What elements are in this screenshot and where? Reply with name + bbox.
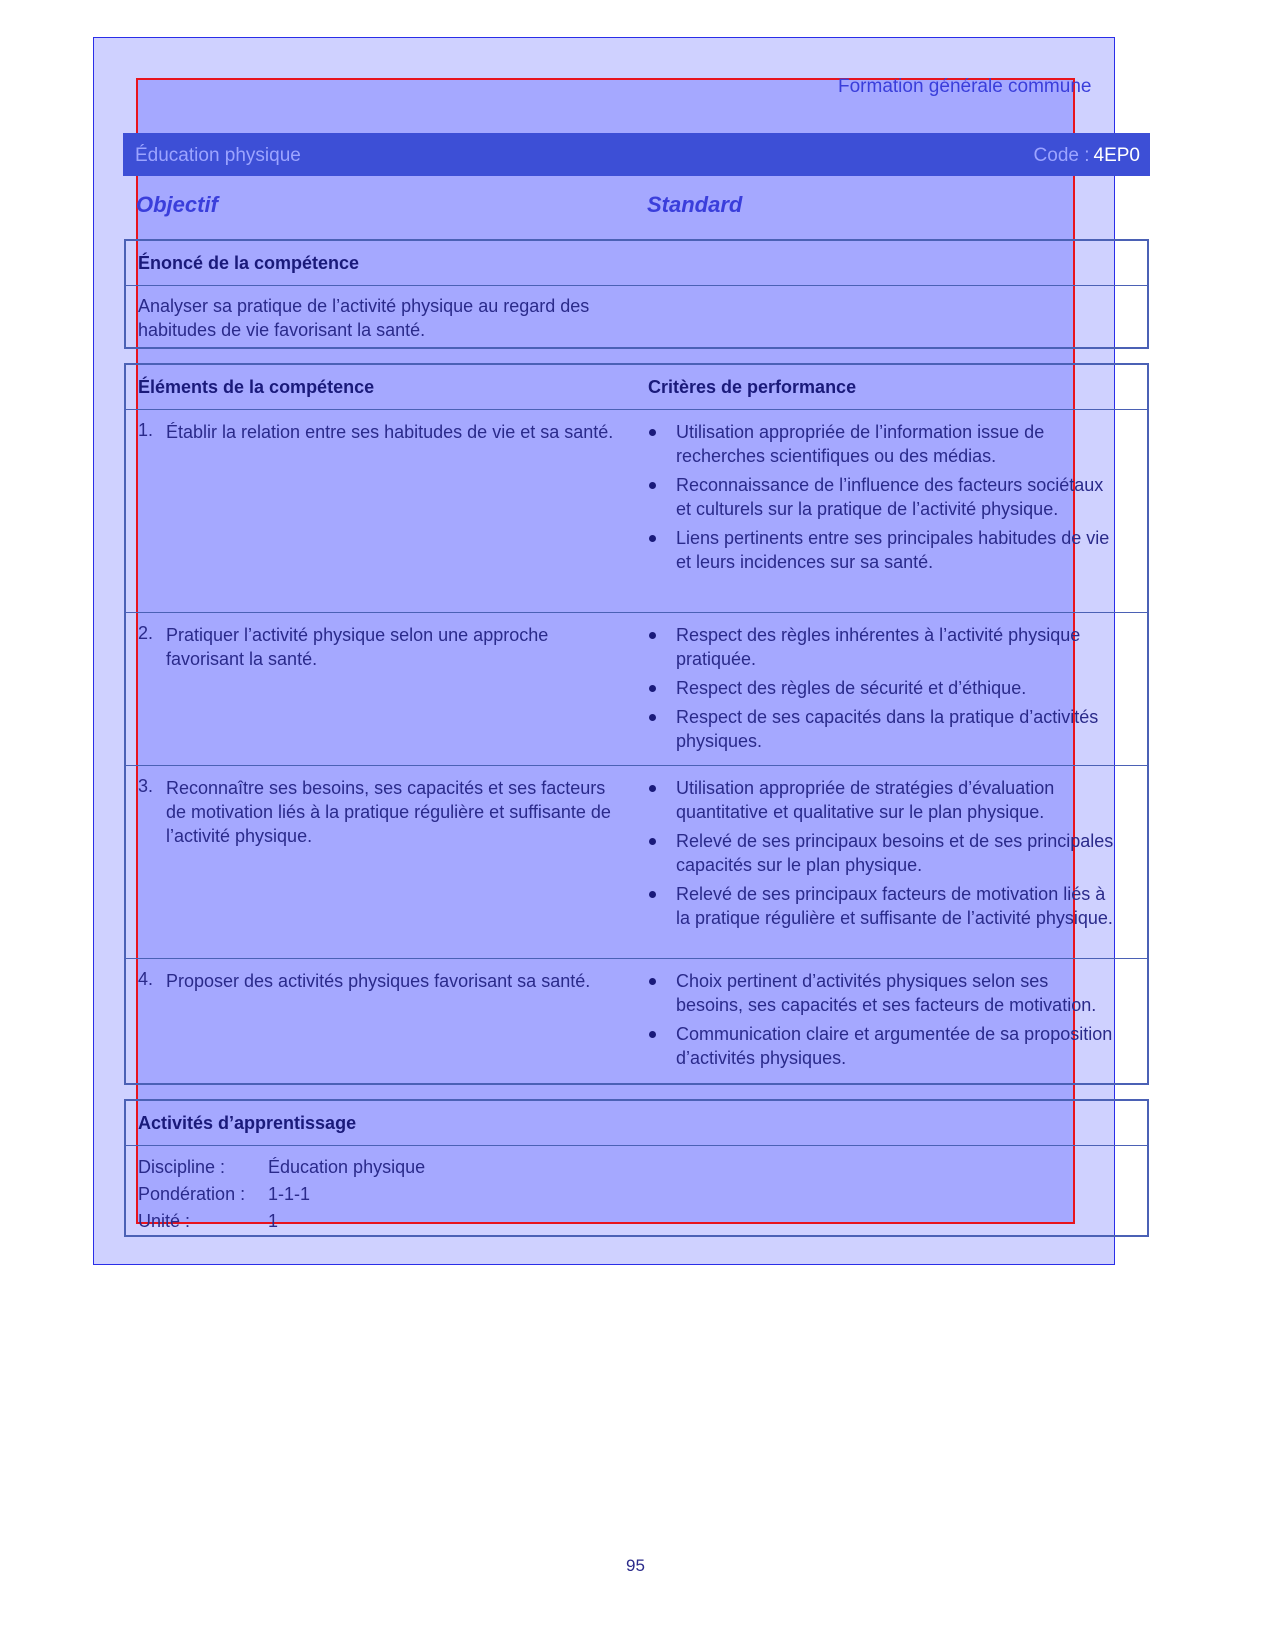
unit-value: 1: [268, 1211, 279, 1231]
element-number: 1.: [138, 420, 154, 440]
criteria-list: [646, 420, 1116, 579]
criterion-item: [646, 882, 1116, 930]
criterion-text: Relevé de ses principaux facteurs de motivation liés à la pratique régulière et suffisante de l’activité physique.: [676, 884, 1113, 928]
criterion-item: [646, 829, 1116, 877]
criterion-text: Respect des règles inhérentes à l’activité physique pratiquée.: [676, 625, 1081, 669]
bullet-icon: [649, 535, 656, 542]
competence-box: [124, 239, 1149, 349]
code-label: Code :: [1033, 145, 1090, 166]
activities-box: [124, 1099, 1149, 1237]
criterion-text: Utilisation appropriée de stratégies d’évaluation quantitative et qualitative sur le plan physique.: [676, 778, 1055, 822]
elements-table-header: [126, 365, 1147, 410]
weighting-value: 1-1-1: [268, 1184, 311, 1204]
weighting-line: [138, 1184, 310, 1205]
criteria-list: [646, 969, 1116, 1075]
criterion-item: [646, 776, 1116, 824]
table-row: [126, 613, 1147, 766]
element-number: 2.: [138, 623, 154, 643]
elements-table: [124, 363, 1149, 1085]
criterion-text: Respect de ses capacités dans la pratique d’activités physiques.: [676, 707, 1099, 751]
criterion-item: [646, 420, 1116, 468]
discipline-value: Éducation physique: [268, 1157, 426, 1177]
elements-heading: Éléments de la compétence: [138, 377, 375, 397]
criterion-item: [646, 969, 1116, 1017]
criterion-item: [646, 1022, 1116, 1070]
criteria-list: [646, 776, 1116, 935]
element-text: Pratiquer l’activité physique selon une approche favorisant la santé.: [166, 625, 549, 669]
competence-heading: Énoncé de la compétence: [126, 241, 1147, 286]
bullet-icon: [649, 838, 656, 845]
table-row: [126, 410, 1147, 613]
criterion-text: Communication claire et argumentée de sa proposition d’activités physiques.: [676, 1024, 1113, 1068]
bullet-icon: [649, 978, 656, 985]
table-row: [126, 766, 1147, 959]
bullet-icon: [649, 632, 656, 639]
bullet-icon: [649, 1031, 656, 1038]
bullet-icon: [649, 429, 656, 436]
discipline-label: Discipline :: [138, 1157, 226, 1177]
bullet-icon: [649, 785, 656, 792]
unit-label: Unité :: [138, 1211, 191, 1231]
bullet-icon: [649, 714, 656, 721]
element-text: Établir la relation entre ses habitudes de vie et sa santé.: [166, 422, 614, 442]
program-name: Formation générale commune: [838, 76, 1092, 97]
criterion-text: Utilisation appropriée de l’information issue de recherches scientifiques ou des médias.: [676, 422, 1045, 466]
criterion-item: [646, 676, 1116, 700]
element-text: Reconnaître ses besoins, ses capacités et ses facteurs de motivation liés à la pratique régulière et suffisante de l’activité physique.: [166, 778, 611, 846]
course-code: [1034, 145, 1140, 167]
competence-statement: Analyser sa pratique de l’activité physique au regard des habitudes de vie favorisant la santé.: [138, 296, 590, 340]
course-title: Éducation physique: [135, 145, 301, 166]
criterion-item: [646, 526, 1116, 574]
criteria-heading: Critères de performance: [648, 377, 857, 397]
activities-heading: Activités d’apprentissage: [126, 1101, 1147, 1146]
objective-heading: Objectif: [136, 192, 218, 217]
criterion-text: Respect des règles de sécurité et d’éthique.: [676, 678, 1027, 698]
criterion-text: Choix pertinent d’activités physiques selon ses besoins, ses capacités et ses facteurs de motivation.: [676, 971, 1097, 1015]
table-row: [126, 959, 1147, 1084]
criterion-item: [646, 623, 1116, 671]
element-number: 4.: [138, 969, 154, 989]
bullet-icon: [649, 891, 656, 898]
criteria-list: [646, 623, 1116, 758]
bullet-icon: [649, 482, 656, 489]
page-number: 95: [626, 1556, 645, 1575]
unit-line: [138, 1211, 278, 1232]
element-number: 3.: [138, 776, 154, 796]
bullet-icon: [649, 685, 656, 692]
criterion-text: Reconnaissance de l’influence des facteurs sociétaux et culturels sur la pratique de l’activité physique.: [676, 475, 1104, 519]
code-value: 4EP0: [1093, 145, 1140, 166]
criterion-item: [646, 473, 1116, 521]
discipline-line: [138, 1157, 425, 1178]
criterion-text: Relevé de ses principaux besoins et de ses principales capacités sur le plan physique.: [676, 831, 1114, 875]
weighting-label: Pondération :: [138, 1184, 246, 1204]
standard-heading: Standard: [647, 192, 743, 217]
criterion-text: Liens pertinents entre ses principales habitudes de vie et leurs incidences sur sa santé.: [676, 528, 1110, 572]
criterion-item: [646, 705, 1116, 753]
element-text: Proposer des activités physiques favorisant sa santé.: [166, 971, 591, 991]
